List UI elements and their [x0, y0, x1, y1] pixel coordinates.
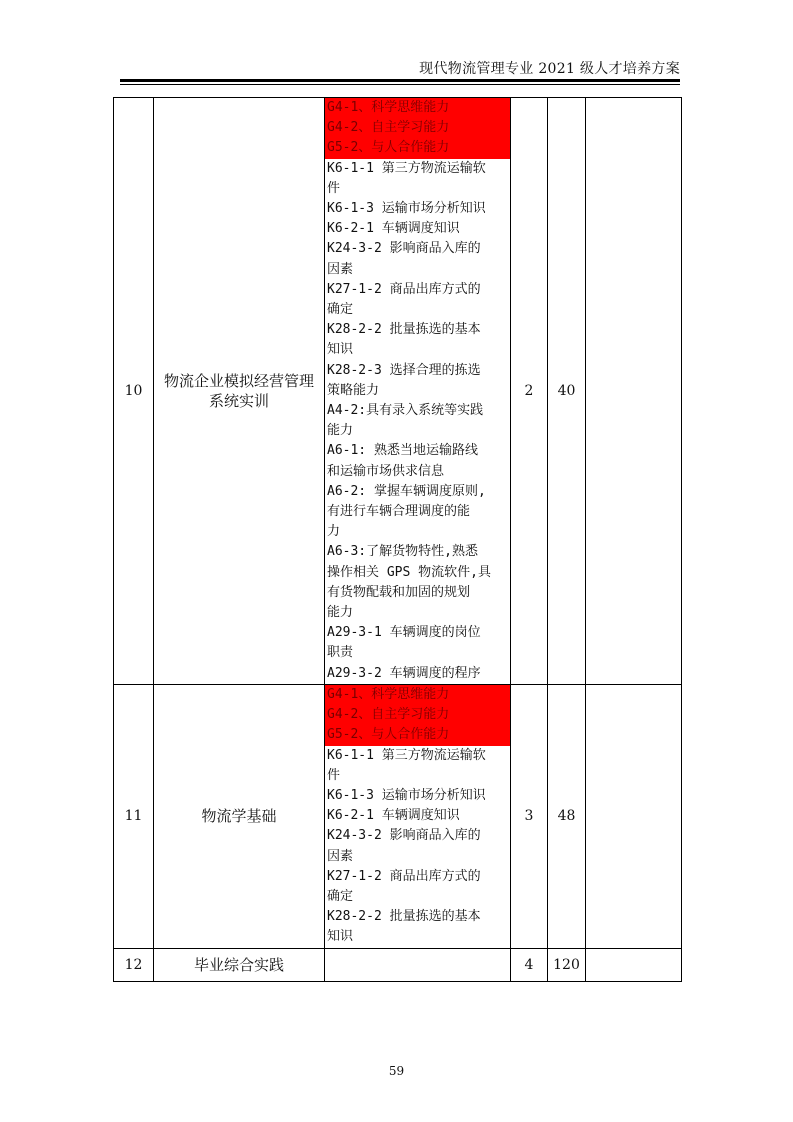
course-name-line: 物流企业模拟经营管理 — [163, 371, 314, 390]
competency-item: 职责 — [327, 645, 354, 661]
row-number-cell: 10 — [114, 98, 154, 685]
highlighted-competency: G4-2、自主学习能力 — [325, 705, 510, 725]
competency-item: 有货物配载和加固的规划 — [327, 584, 471, 600]
competency-item: 和运输市场供求信息 — [327, 463, 445, 479]
competency-item: A29-3-2 车辆调度的程序 — [327, 665, 481, 681]
course-name-line: 毕业综合实践 — [193, 955, 284, 974]
credits-cell: 3 — [511, 684, 548, 948]
highlighted-competency: G4-1、科学思维能力 — [325, 685, 510, 705]
page-number: 59 — [388, 1064, 405, 1078]
competency-item: 确定 — [327, 888, 354, 904]
remark-cell — [586, 98, 682, 685]
competency-item: K6-2-1 车辆调度知识 — [327, 808, 460, 824]
competency-item: A4-2:具有录入系统等实践 — [327, 403, 484, 419]
remark-cell — [586, 684, 682, 948]
competency-item: 知识 — [327, 929, 354, 945]
competency-item: 有进行车辆合理调度的能 — [327, 504, 471, 520]
competency-item: 因素 — [327, 261, 354, 277]
table-row — [114, 684, 682, 948]
table-row — [114, 948, 682, 981]
competency-item: 知识 — [327, 342, 354, 358]
remark-cell — [586, 948, 682, 981]
competency-cell — [325, 948, 511, 981]
course-name-cell — [154, 948, 325, 981]
hours-cell: 48 — [548, 684, 586, 948]
competency-item: K24-3-2 影响商品入库的 — [327, 241, 481, 257]
highlighted-competency: G4-2、自主学习能力 — [325, 118, 510, 138]
document-header-title: 现代物流管理专业 2021 级人才培养方案 — [419, 61, 680, 77]
competency-item: 件 — [327, 180, 341, 196]
competency-item: K6-1-3 运输市场分析知识 — [327, 787, 486, 803]
course-name-line: 物流学基础 — [201, 807, 277, 826]
competency-item: A6-2: 掌握车辆调度原则, — [327, 483, 486, 499]
course-name-cell — [154, 684, 325, 948]
row-number-cell: 12 — [114, 948, 154, 981]
competency-cell — [325, 98, 511, 685]
competency-item: 力 — [327, 524, 341, 540]
competency-item: K6-1-3 运输市场分析知识 — [327, 201, 486, 217]
highlighted-competency: G5-2、与人合作能力 — [325, 138, 510, 158]
hours-cell: 120 — [548, 948, 586, 981]
header-rule-thin — [120, 84, 680, 85]
competency-item: K6-1-1 第三方物流运输软 — [327, 160, 486, 176]
hours-cell: 40 — [548, 98, 586, 685]
highlighted-competency: G4-1、科学思维能力 — [325, 98, 510, 118]
competency-item: 操作相关 GPS 物流软件,具 — [327, 564, 491, 580]
competency-item: 因素 — [327, 848, 354, 864]
credits-cell: 2 — [511, 98, 548, 685]
competency-item: K6-2-1 车辆调度知识 — [327, 221, 460, 237]
competency-item: 能力 — [327, 423, 354, 439]
table-row — [114, 98, 682, 685]
competency-item: 确定 — [327, 302, 354, 318]
highlighted-competency: G5-2、与人合作能力 — [325, 725, 510, 745]
competency-item: K24-3-2 影响商品入库的 — [327, 828, 481, 844]
competency-item: K27-1-2 商品出库方式的 — [327, 281, 481, 297]
competency-item: 件 — [327, 767, 341, 783]
credits-cell: 4 — [511, 948, 548, 981]
competency-item: K6-1-1 第三方物流运输软 — [327, 747, 486, 763]
course-name-line: 系统实训 — [208, 391, 269, 410]
competency-item: A6-1: 熟悉当地运输路线 — [327, 443, 478, 459]
competency-item: K27-1-2 商品出库方式的 — [327, 868, 481, 884]
course-table-body — [114, 98, 682, 982]
competency-item: K28-2-2 批量拣选的基本 — [327, 909, 481, 925]
row-number-cell: 11 — [114, 684, 154, 948]
course-table — [113, 97, 682, 982]
header-rule-thick — [120, 79, 680, 82]
competency-item: K28-2-2 批量拣选的基本 — [327, 322, 481, 338]
competency-item: 能力 — [327, 605, 354, 621]
competency-item: 策略能力 — [327, 382, 380, 398]
competency-cell — [325, 684, 511, 948]
competency-item: K28-2-3 选择合理的拣选 — [327, 362, 481, 378]
competency-item: A6-3:了解货物特性,熟悉 — [327, 544, 478, 560]
competency-item: A29-3-1 车辆调度的岗位 — [327, 625, 481, 641]
course-name-cell — [154, 98, 325, 685]
